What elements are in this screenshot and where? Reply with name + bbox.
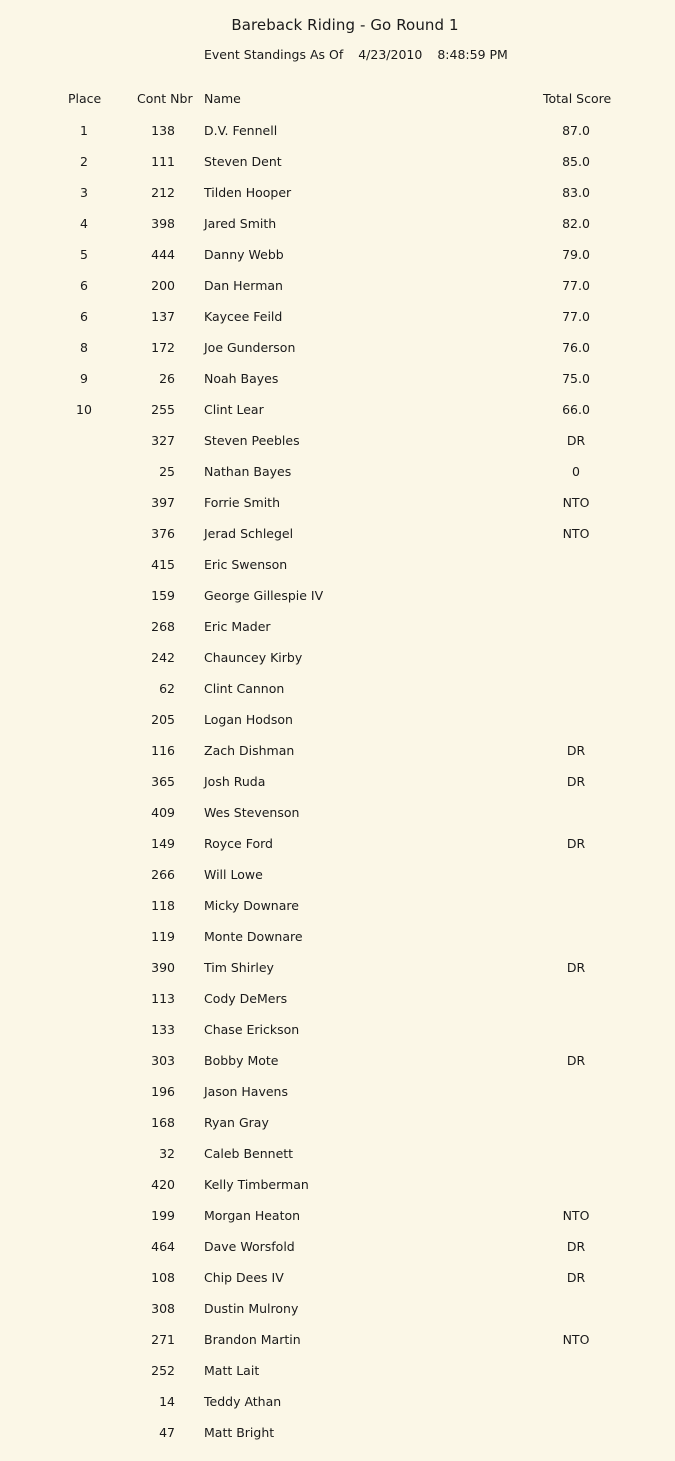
table-row <box>0 395 675 426</box>
cont-nbr-cell: 32 <box>159 1146 175 1161</box>
name-cell: Kelly Timberman <box>204 1177 309 1192</box>
table-row <box>0 643 675 674</box>
cont-nbr-cell: 252 <box>151 1363 175 1378</box>
total-score-cell: 82.0 <box>562 216 590 231</box>
name-cell: Matt Lait <box>204 1363 260 1378</box>
table-row <box>0 1294 675 1325</box>
cont-nbr-cell: 25 <box>159 464 175 479</box>
cont-nbr-cell: 138 <box>151 123 175 138</box>
table-row <box>0 736 675 767</box>
name-cell: Danny Webb <box>204 247 284 262</box>
cont-nbr-cell: 409 <box>151 805 175 820</box>
column-header-place: Place <box>68 91 102 106</box>
total-score-cell: 85.0 <box>562 154 590 169</box>
name-cell: Jared Smith <box>204 216 277 231</box>
total-score-cell: NTO <box>562 1208 590 1223</box>
table-row <box>0 519 675 550</box>
name-cell: Josh Ruda <box>204 774 266 789</box>
place-cell: 1 <box>80 123 88 138</box>
table-row <box>0 1046 675 1077</box>
place-cell: 10 <box>76 402 92 417</box>
cont-nbr-cell: 268 <box>151 619 175 634</box>
place-cell: 6 <box>80 278 88 293</box>
cont-nbr-cell: 116 <box>151 743 175 758</box>
cont-nbr-cell: 108 <box>151 1270 175 1285</box>
table-row <box>0 1325 675 1356</box>
name-cell: Dustin Mulrony <box>204 1301 299 1316</box>
name-cell: Forrie Smith <box>204 495 280 510</box>
name-cell: Will Lowe <box>204 867 263 882</box>
total-score-cell: 66.0 <box>562 402 590 417</box>
table-row <box>0 922 675 953</box>
cont-nbr-cell: 255 <box>151 402 175 417</box>
name-cell: Nathan Bayes <box>204 464 292 479</box>
standings-time: 8:48:59 PM <box>437 47 508 62</box>
cont-nbr-cell: 415 <box>151 557 175 572</box>
table-row <box>0 1139 675 1170</box>
table-row <box>0 147 675 178</box>
column-header-cont-nbr: Cont Nbr <box>137 91 193 106</box>
name-cell: Jason Havens <box>204 1084 288 1099</box>
total-score-cell: DR <box>566 1239 586 1254</box>
name-cell: Noah Bayes <box>204 371 279 386</box>
cont-nbr-cell: 212 <box>151 185 175 200</box>
cont-nbr-cell: 159 <box>151 588 175 603</box>
total-score-cell: DR <box>566 1053 586 1068</box>
table-row <box>0 1263 675 1294</box>
total-score-cell: NTO <box>562 1332 590 1347</box>
name-cell: Eric Swenson <box>204 557 288 572</box>
standings-as-of-label: Event Standings As Of <box>204 47 344 62</box>
total-score-cell: DR <box>566 433 586 448</box>
cont-nbr-cell: 303 <box>151 1053 175 1068</box>
table-row <box>0 767 675 798</box>
table-row <box>0 891 675 922</box>
table-row <box>0 302 675 333</box>
name-cell: Chauncey Kirby <box>204 650 303 665</box>
name-cell: Morgan Heaton <box>204 1208 301 1223</box>
name-cell: Matt Bright <box>204 1425 275 1440</box>
table-row <box>0 550 675 581</box>
table-row <box>0 984 675 1015</box>
table-row <box>0 1387 675 1418</box>
name-cell: Chip Dees IV <box>204 1270 284 1285</box>
total-score-cell: 77.0 <box>562 309 590 324</box>
cont-nbr-cell: 113 <box>151 991 175 1006</box>
table-row <box>0 178 675 209</box>
cont-nbr-cell: 172 <box>151 340 175 355</box>
table-row <box>0 271 675 302</box>
table-row <box>0 333 675 364</box>
cont-nbr-cell: 327 <box>151 433 175 448</box>
table-row <box>0 1232 675 1263</box>
table-row <box>0 457 675 488</box>
total-score-cell: DR <box>566 1270 586 1285</box>
cont-nbr-cell: 398 <box>151 216 175 231</box>
place-cell: 4 <box>80 216 88 231</box>
name-cell: Dan Herman <box>204 278 283 293</box>
column-header-name: Name <box>204 91 241 106</box>
name-cell: D.V. Fennell <box>204 123 278 138</box>
total-score-cell: 87.0 <box>562 123 590 138</box>
table-row <box>0 705 675 736</box>
total-score-cell: DR <box>566 774 586 789</box>
report-subtitle <box>204 47 508 62</box>
cont-nbr-cell: 26 <box>159 371 175 386</box>
total-score-cell: 77.0 <box>562 278 590 293</box>
name-cell: Monte Downare <box>204 929 303 944</box>
cont-nbr-cell: 205 <box>151 712 175 727</box>
cont-nbr-cell: 242 <box>151 650 175 665</box>
table-row <box>0 209 675 240</box>
name-cell: Tilden Hooper <box>204 185 292 200</box>
name-cell: Jerad Schlegel <box>204 526 294 541</box>
name-cell: Steven Dent <box>204 154 282 169</box>
table-row <box>0 1356 675 1387</box>
name-cell: Logan Hodson <box>204 712 293 727</box>
cont-nbr-cell: 365 <box>151 774 175 789</box>
table-row <box>0 581 675 612</box>
name-cell: Wes Stevenson <box>204 805 300 820</box>
place-cell: 2 <box>80 154 88 169</box>
cont-nbr-cell: 397 <box>151 495 175 510</box>
name-cell: Teddy Athan <box>204 1394 282 1409</box>
table-row <box>0 240 675 271</box>
total-score-cell: DR <box>566 960 586 975</box>
total-score-cell: 83.0 <box>562 185 590 200</box>
total-score-cell: DR <box>566 743 586 758</box>
table-row <box>0 1170 675 1201</box>
cont-nbr-cell: 271 <box>151 1332 175 1347</box>
name-cell: Steven Peebles <box>204 433 300 448</box>
name-cell: Clint Lear <box>204 402 264 417</box>
name-cell: Chase Erickson <box>204 1022 300 1037</box>
cont-nbr-cell: 420 <box>151 1177 175 1192</box>
place-cell: 3 <box>80 185 88 200</box>
total-score-cell: 0 <box>572 464 580 479</box>
cont-nbr-cell: 444 <box>151 247 175 262</box>
table-row <box>0 829 675 860</box>
cont-nbr-cell: 308 <box>151 1301 175 1316</box>
total-score-cell: DR <box>566 836 586 851</box>
name-cell: Dave Worsfold <box>204 1239 295 1254</box>
name-cell: Micky Downare <box>204 898 299 913</box>
place-cell: 9 <box>80 371 88 386</box>
name-cell: Bobby Mote <box>204 1053 279 1068</box>
report-title: Bareback Riding - Go Round 1 <box>231 16 459 34</box>
cont-nbr-cell: 196 <box>151 1084 175 1099</box>
name-cell: Clint Cannon <box>204 681 285 696</box>
name-cell: Caleb Bennett <box>204 1146 294 1161</box>
cont-nbr-cell: 390 <box>151 960 175 975</box>
total-score-cell: NTO <box>562 526 590 541</box>
name-cell: Tim Shirley <box>204 960 274 975</box>
standings-table-body <box>0 116 675 1449</box>
cont-nbr-cell: 464 <box>151 1239 175 1254</box>
cont-nbr-cell: 376 <box>151 526 175 541</box>
table-row <box>0 1108 675 1139</box>
name-cell: George Gillespie IV <box>204 588 324 603</box>
name-cell: Brandon Martin <box>204 1332 301 1347</box>
table-row <box>0 1418 675 1449</box>
total-score-cell: NTO <box>562 495 590 510</box>
table-row <box>0 798 675 829</box>
table-row <box>0 488 675 519</box>
total-score-cell: 79.0 <box>562 247 590 262</box>
name-cell: Eric Mader <box>204 619 271 634</box>
total-score-cell: 76.0 <box>562 340 590 355</box>
column-header-total-score: Total Score <box>543 91 612 106</box>
total-score-cell: 75.0 <box>562 371 590 386</box>
table-row <box>0 116 675 147</box>
name-cell: Joe Gunderson <box>204 340 296 355</box>
cont-nbr-cell: 149 <box>151 836 175 851</box>
cont-nbr-cell: 111 <box>151 154 175 169</box>
place-cell: 5 <box>80 247 88 262</box>
table-row <box>0 1201 675 1232</box>
cont-nbr-cell: 168 <box>151 1115 175 1130</box>
name-cell: Cody DeMers <box>204 991 288 1006</box>
cont-nbr-cell: 118 <box>151 898 175 913</box>
cont-nbr-cell: 266 <box>151 867 175 882</box>
cont-nbr-cell: 137 <box>151 309 175 324</box>
table-row <box>0 1077 675 1108</box>
cont-nbr-cell: 133 <box>151 1022 175 1037</box>
cont-nbr-cell: 14 <box>159 1394 175 1409</box>
table-row <box>0 364 675 395</box>
standings-date: 4/23/2010 <box>358 47 423 62</box>
name-cell: Zach Dishman <box>204 743 295 758</box>
cont-nbr-cell: 47 <box>159 1425 175 1440</box>
name-cell: Ryan Gray <box>204 1115 269 1130</box>
table-row <box>0 612 675 643</box>
cont-nbr-cell: 199 <box>151 1208 175 1223</box>
table-row <box>0 426 675 457</box>
name-cell: Kaycee Feild <box>204 309 283 324</box>
place-cell: 8 <box>80 340 88 355</box>
name-cell: Royce Ford <box>204 836 273 851</box>
table-row <box>0 953 675 984</box>
table-row <box>0 674 675 705</box>
cont-nbr-cell: 119 <box>151 929 175 944</box>
place-cell: 6 <box>80 309 88 324</box>
table-row <box>0 1015 675 1046</box>
cont-nbr-cell: 200 <box>151 278 175 293</box>
cont-nbr-cell: 62 <box>159 681 175 696</box>
table-row <box>0 860 675 891</box>
